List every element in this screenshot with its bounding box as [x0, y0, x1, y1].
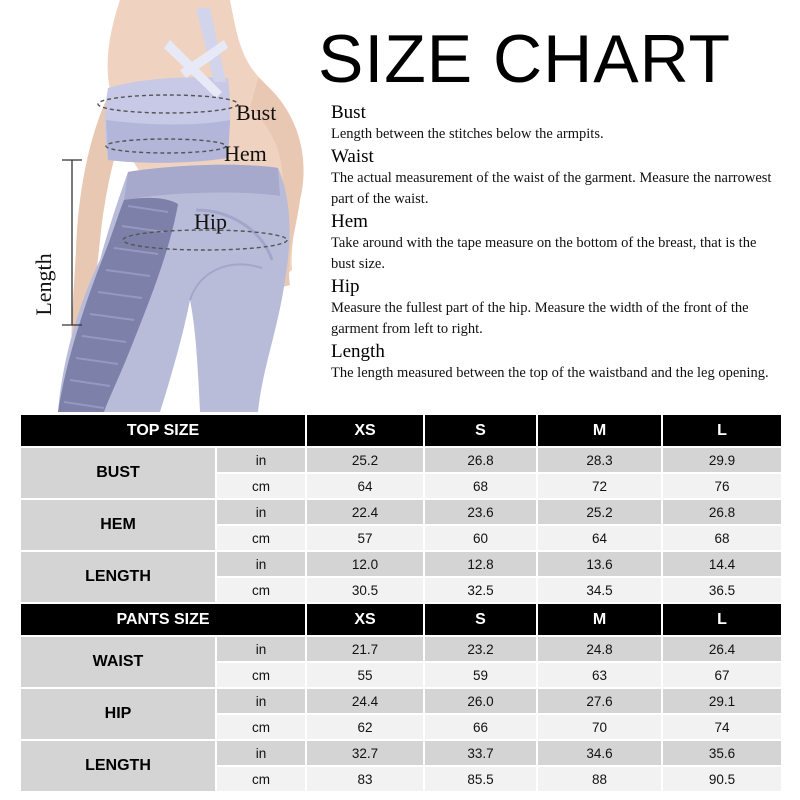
table-cell: 13.6	[537, 551, 662, 577]
table-cell: 57	[306, 525, 424, 551]
unit-label: in	[216, 499, 306, 525]
table-cell: 28.3	[537, 447, 662, 473]
table-cell: 27.6	[537, 688, 662, 714]
table-cell: 29.9	[662, 447, 782, 473]
model-illustration	[0, 0, 330, 412]
table-cell: 68	[662, 525, 782, 551]
size-header: L	[662, 603, 782, 636]
table-cell: 60	[424, 525, 537, 551]
measure-label: HEM	[20, 499, 216, 551]
page-title: SIZE CHART	[318, 21, 732, 97]
hem-figure-label: Hem	[224, 141, 267, 166]
table-cell: 22.4	[306, 499, 424, 525]
definition-text: Length between the stitches below the armpits.	[331, 126, 604, 142]
table-row	[20, 688, 782, 714]
size-header: S	[424, 414, 537, 447]
unit-label: in	[216, 551, 306, 577]
size-header: XS	[306, 414, 424, 447]
unit-label: in	[216, 740, 306, 766]
unit-label: in	[216, 688, 306, 714]
measure-label: BUST	[20, 447, 216, 499]
model-photo	[0, 0, 330, 412]
table-cell: 12.8	[424, 551, 537, 577]
table-cell: 59	[424, 662, 537, 688]
table-row	[20, 447, 782, 473]
table-cell: 25.2	[306, 447, 424, 473]
unit-label: cm	[216, 766, 306, 792]
measurement-definitions	[331, 102, 781, 385]
table-cell: 36.5	[662, 577, 782, 603]
table-cell: 64	[306, 473, 424, 499]
table-cell: 21.7	[306, 636, 424, 662]
table-row	[20, 740, 782, 766]
size-header: S	[424, 603, 537, 636]
table-cell: 55	[306, 662, 424, 688]
measure-label: LENGTH	[20, 740, 216, 792]
table-header-label: TOP SIZE	[20, 414, 306, 447]
table-cell: 14.4	[662, 551, 782, 577]
table-header-label: PANTS SIZE	[20, 603, 306, 636]
table-cell: 34.6	[537, 740, 662, 766]
table-cell: 63	[537, 662, 662, 688]
measure-label: WAIST	[20, 636, 216, 688]
table-cell: 62	[306, 714, 424, 740]
table-cell: 26.8	[424, 447, 537, 473]
table-cell: 25.2	[537, 499, 662, 525]
definition-text: Measure the fullest part of the hip. Measure the width of the front of the garment from left to right.	[331, 300, 749, 337]
table-cell: 70	[537, 714, 662, 740]
table-row	[20, 551, 782, 577]
unit-label: cm	[216, 525, 306, 551]
table-cell: 30.5	[306, 577, 424, 603]
definition-text: The length measured between the top of the waistband and the leg opening.	[331, 365, 769, 381]
table-header-row	[20, 414, 782, 447]
pants-size-table	[19, 602, 783, 793]
top-size-table	[19, 413, 783, 604]
measure-label: LENGTH	[20, 551, 216, 603]
table-cell: 26.4	[662, 636, 782, 662]
bust-figure-label: Bust	[236, 100, 277, 125]
table-cell: 24.8	[537, 636, 662, 662]
table-cell: 76	[662, 473, 782, 499]
definition-term: Hip	[331, 276, 360, 297]
table-cell: 23.2	[424, 636, 537, 662]
definition-term: Length	[331, 341, 385, 362]
table-cell: 32.7	[306, 740, 424, 766]
table-cell: 67	[662, 662, 782, 688]
definition-text: Take around with the tape measure on the bottom of the breast, that is the bust size.	[331, 235, 757, 272]
table-cell: 12.0	[306, 551, 424, 577]
table-cell: 35.6	[662, 740, 782, 766]
table-cell: 23.6	[424, 499, 537, 525]
unit-label: cm	[216, 714, 306, 740]
table-header-row	[20, 603, 782, 636]
definition-text: The actual measurement of the waist of the garment. Measure the narrowest part of the waist.	[331, 170, 772, 207]
table-cell: 32.5	[424, 577, 537, 603]
table-cell: 83	[306, 766, 424, 792]
size-header: L	[662, 414, 782, 447]
table-cell: 34.5	[537, 577, 662, 603]
table-cell: 66	[424, 714, 537, 740]
table-cell: 88	[537, 766, 662, 792]
table-cell: 90.5	[662, 766, 782, 792]
table-cell: 68	[424, 473, 537, 499]
length-figure-label: Length	[31, 253, 56, 316]
table-cell: 72	[537, 473, 662, 499]
size-header: M	[537, 603, 662, 636]
table-cell: 24.4	[306, 688, 424, 714]
unit-label: cm	[216, 473, 306, 499]
measure-label: HIP	[20, 688, 216, 740]
table-row	[20, 499, 782, 525]
hip-figure-label: Hip	[194, 209, 227, 234]
unit-label: cm	[216, 577, 306, 603]
table-row	[20, 636, 782, 662]
table-cell: 29.1	[662, 688, 782, 714]
unit-label: cm	[216, 662, 306, 688]
size-header: M	[537, 414, 662, 447]
unit-label: in	[216, 636, 306, 662]
table-cell: 85.5	[424, 766, 537, 792]
unit-label: in	[216, 447, 306, 473]
table-cell: 64	[537, 525, 662, 551]
table-cell: 74	[662, 714, 782, 740]
definition-term: Waist	[331, 146, 374, 167]
table-cell: 26.0	[424, 688, 537, 714]
table-cell: 33.7	[424, 740, 537, 766]
definition-term: Bust	[331, 102, 366, 123]
definition-term: Hem	[331, 211, 368, 232]
size-header: XS	[306, 603, 424, 636]
table-cell: 26.8	[662, 499, 782, 525]
